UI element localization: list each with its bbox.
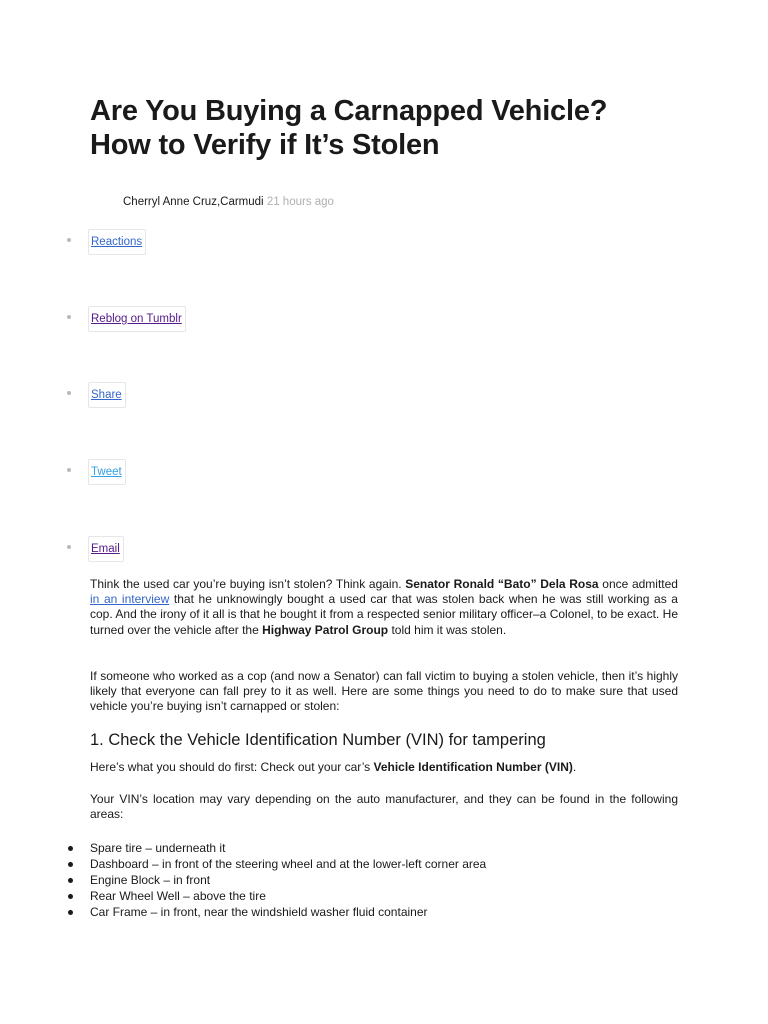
- paragraph-vin-intro: [90, 760, 678, 775]
- interview-link[interactable]: in an interview: [90, 592, 170, 607]
- reblog-tumblr-button[interactable]: Reblog on Tumblr: [88, 306, 186, 332]
- vin-intro-text: Here’s what you should do first: Check out your car’s: [90, 760, 374, 774]
- intro-text-3: that he unknowingly bought a used car that was stolen back when he was still working as a cop. And the irony of it all is that he bought it from a respected senior military officer–a Colonel, to be exact. He turned over the vehicle after the: [90, 592, 678, 637]
- bullet-dot: [67, 391, 71, 395]
- intro-text-1: Think the used car you’re buying isn’t stolen? Think again.: [90, 577, 406, 591]
- article-title: [90, 94, 730, 162]
- reactions-button[interactable]: Reactions: [88, 229, 146, 255]
- vin-intro-end: .: [572, 760, 577, 774]
- intro-text-2: once admitted: [598, 577, 678, 591]
- author-name: Cherryl Anne Cruz,Carmudi: [123, 196, 264, 208]
- timestamp: 21 hours ago: [266, 196, 334, 208]
- article-title-line-2: How to Verify if It’s Stolen: [90, 129, 440, 161]
- paragraph-vin-location: Your VIN’s location may vary depending on the auto manufacturer, and they can be found in the following areas:: [90, 792, 678, 822]
- intro-text-4: told him it was stolen.: [388, 622, 507, 637]
- paragraph-intro: [90, 577, 678, 638]
- article-title-line-1: Are You Buying a Carnapped Vehicle?: [90, 95, 608, 127]
- bullet-dot: [67, 238, 71, 242]
- tweet-button[interactable]: Tweet: [88, 459, 126, 485]
- list-item: Rear Wheel Well – above the tire: [0, 888, 486, 904]
- section-heading-vin: 1. Check the Vehicle Identification Number (VIN) for tampering: [90, 731, 546, 749]
- bullet-dot: [67, 545, 71, 549]
- senator-name: Senator Ronald “Bato” Dela Rosa: [405, 577, 599, 591]
- bullet-dot: [67, 468, 71, 472]
- bullet-dot: [67, 315, 71, 319]
- vin-bold: Vehicle Identification Number (VIN): [373, 760, 573, 774]
- byline: [123, 196, 334, 208]
- list-item: Dashboard – in front of the steering wheel and at the lower-left corner area: [0, 856, 486, 872]
- list-item: Car Frame – in front, near the windshield washer fluid container: [0, 904, 486, 920]
- share-button[interactable]: Share: [88, 382, 126, 408]
- list-item: Spare tire – underneath it: [0, 840, 486, 856]
- email-button[interactable]: Email: [88, 536, 124, 562]
- highway-patrol-group: Highway Patrol Group: [262, 622, 389, 637]
- list-item: Engine Block – in front: [0, 872, 486, 888]
- paragraph-warning: If someone who worked as a cop (and now a Senator) can fall victim to buying a stolen vehicle, then it’s highly likely that everyone can fall prey to it as well. Here are some things you need to do to make sure that used vehicle you’re buying isn’t carnapped or stolen:: [90, 669, 678, 714]
- vin-location-list: [0, 840, 486, 920]
